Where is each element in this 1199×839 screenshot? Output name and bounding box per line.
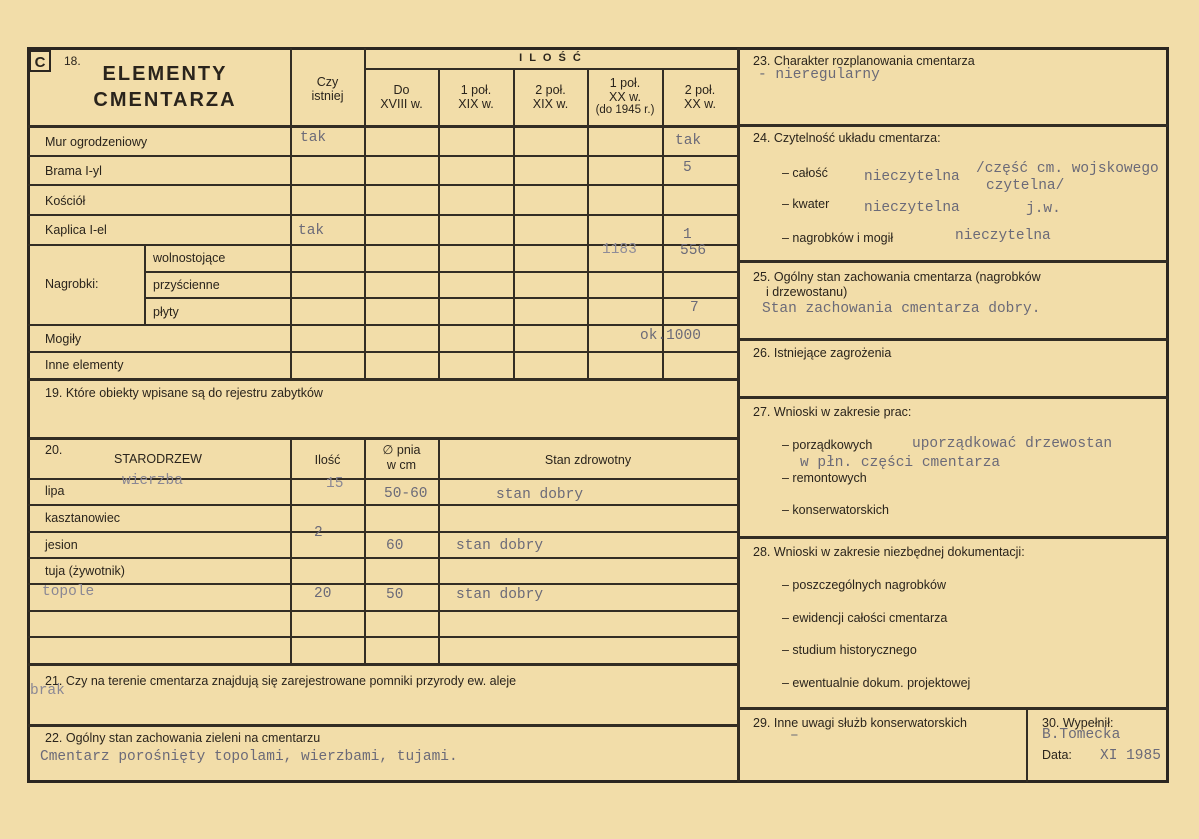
typed-mur-2pol: tak	[675, 133, 702, 149]
s20-col-ilosc: Ilość	[314, 453, 341, 467]
row-mur: Mur ogrodzeniowy	[45, 135, 148, 149]
grid-line	[28, 531, 737, 533]
typed-wolno-1pol: 1183	[602, 242, 637, 258]
form-frame	[27, 47, 1169, 783]
section-20-number: 20.	[45, 443, 63, 457]
typed-s27-2: w płn. części cmentarza	[800, 455, 1001, 471]
grid-line	[28, 724, 737, 727]
typed-s25: Stan zachowania cmentarza dobry.	[762, 301, 1041, 317]
typed-s24-calosc-b: /część cm. wojskowego	[976, 161, 1159, 177]
col-header-2xix-1: 2 poł.	[535, 83, 566, 97]
section-18-number: 18.	[64, 54, 81, 68]
col-header-1xx-3: (do 1945 r.)	[595, 104, 655, 116]
grid-line	[28, 214, 737, 216]
row-kosciol: Kościół	[45, 194, 86, 208]
typed-s27-1: uporządkować drzewostan	[912, 436, 1113, 452]
col-header-2xx-2: XX w.	[684, 97, 716, 111]
grid-line	[738, 260, 1168, 263]
grid-line	[28, 324, 737, 326]
grid-line	[28, 636, 737, 638]
grid-line	[28, 351, 737, 353]
col-header-1xix-1: 1 poł.	[460, 83, 492, 97]
grid-line	[738, 396, 1168, 399]
section-18-title-line1: ELEMENTY	[102, 63, 228, 85]
section-27-label: 27. Wnioski w zakresie prac:	[753, 405, 912, 419]
section-19-label: 19. Które obiekty wpisane są do rejestru zabytków	[45, 386, 323, 400]
s28-ewidencji: – ewidencji całości cmentarza	[782, 611, 948, 625]
row-inne: Inne elementy	[45, 358, 124, 372]
row-brama: Brama I-yl	[45, 164, 102, 178]
col-header-xviii-1: Do	[393, 83, 410, 97]
col-header-1xx-1: 1 poł.	[609, 76, 641, 90]
tree-tuja: tuja (żywotnik)	[45, 564, 125, 578]
grid-line	[738, 124, 1168, 127]
row-mogily: Mogiły	[45, 332, 82, 346]
typed-s24-jw: j.w.	[1026, 201, 1061, 217]
typed-wierzba-stan: stan dobry	[496, 487, 584, 503]
typed-wierzba-qty: 15	[326, 476, 344, 492]
typed-s29: –	[790, 728, 799, 744]
grid-line	[28, 125, 737, 128]
data-label: Data:	[1042, 748, 1072, 762]
section-22-label: 22. Ogólny stan zachowania zieleni na cmentarzu	[45, 731, 321, 745]
section-23-label: 23. Charakter rozplanowania cmentarza	[753, 54, 975, 68]
typed-s30: B.Tomecka	[1042, 727, 1121, 743]
grid-line	[144, 244, 146, 324]
grid-line	[513, 68, 515, 378]
row-nagrobki: Nagrobki:	[45, 277, 99, 291]
s24-calosc: – całość	[782, 166, 828, 180]
grid-line	[738, 707, 1168, 710]
grid-line	[144, 271, 737, 273]
typed-s23: - nieregularny	[758, 67, 880, 83]
typed-jesion-d: 60	[386, 538, 404, 554]
s28-studium: – studium historycznego	[782, 643, 917, 657]
typed-kaplica-exists: tak	[298, 223, 325, 239]
tree-jesion: jesion	[45, 538, 78, 552]
typed-kaplica-2pol: 1	[683, 227, 692, 243]
typed-brama-2pol: 5	[683, 160, 692, 176]
section-24-label: 24. Czytelność układu cmentarza:	[753, 131, 941, 145]
typed-plyty-2pol: 7	[690, 300, 699, 316]
grid-line	[28, 610, 737, 612]
col-header-1xx-2: XX w.	[609, 90, 641, 104]
tree-lipa: lipa	[45, 484, 65, 498]
row-plyty: płyty	[153, 305, 179, 319]
grid-line	[28, 583, 737, 585]
row-wolnostojace: wolnostojące	[153, 251, 226, 265]
typed-wierzba: wierzba	[122, 473, 183, 489]
grid-line	[364, 68, 737, 70]
s20-col-pnia-1: ∅ pnia	[382, 443, 421, 457]
section-letter-box: C	[29, 50, 51, 72]
grid-line	[28, 504, 737, 506]
typed-s21: brak	[30, 683, 65, 699]
col-header-exists-2: istniej	[311, 89, 344, 103]
s28-projektowej: – ewentualnie dokum. projektowej	[782, 676, 971, 690]
grid-line	[28, 663, 737, 666]
row-kaplica: Kaplica I-el	[45, 223, 107, 237]
grid-line	[28, 155, 737, 157]
grid-line	[738, 338, 1168, 341]
row-przyscienne: przyścienne	[153, 278, 220, 292]
section-25-label-2: i drzewostanu)	[766, 285, 848, 299]
section-28-label: 28. Wnioski w zakresie niezbędnej dokumentacji:	[753, 545, 1025, 559]
s27-konserwatorskich: – konserwatorskich	[782, 503, 889, 517]
typed-topole-qty: 20	[314, 586, 332, 602]
grid-line	[438, 68, 440, 378]
s24-kwater: – kwater	[782, 197, 830, 211]
grid-line	[290, 438, 292, 664]
s20-col-stan: Stan zdrowotny	[544, 453, 632, 467]
typed-mogily: ok.1000	[640, 328, 701, 344]
typed-s24-kwater: nieczytelna	[864, 200, 960, 216]
section-25-label-1: 25. Ogólny stan zachowania cmentarza (nagrobków	[753, 270, 1041, 284]
col-header-ilosc: I L O Ś Ć	[519, 52, 583, 64]
typed-mur-exists: tak	[300, 130, 327, 146]
col-header-exists-1: Czy	[316, 75, 339, 89]
s20-col-pnia-2: w cm	[386, 458, 417, 472]
col-header-2xx-1: 2 poł.	[684, 83, 716, 97]
grid-line	[28, 557, 737, 559]
col-header-xviii-2: XVIII w.	[380, 97, 423, 111]
section-18-title-line2: CMENTARZA	[93, 89, 237, 111]
s28-nagrobkow: – poszczególnych nagrobków	[782, 578, 946, 592]
grid-line	[28, 378, 737, 381]
typed-s24-calosc: nieczytelna	[864, 169, 960, 185]
grid-line	[28, 184, 737, 186]
column-divider	[737, 48, 740, 782]
grid-line	[144, 297, 737, 299]
typed-topole-d: 50	[386, 587, 404, 603]
typed-wolno-2pol: 556	[680, 243, 707, 259]
typed-s24-nagrobkow: nieczytelna	[955, 228, 1051, 244]
typed-wierzba-d: 50-60	[384, 486, 428, 502]
typed-jesion-stan: stan dobry	[456, 538, 544, 554]
grid-line	[1026, 708, 1028, 782]
section-21-label: 21. Czy na terenie cmentarza znajdują się zarejestrowane pomniki przyrody ew. aleje	[45, 674, 517, 688]
typed-topole-stan: stan dobry	[456, 587, 544, 603]
typed-jesion-qty: 2	[314, 525, 323, 541]
typed-date: XI 1985	[1100, 748, 1161, 764]
typed-s24-czytelna: czytelna/	[986, 178, 1065, 194]
col-header-1xix-2: XIX w.	[458, 97, 494, 111]
col-header-2xix-2: XIX w.	[532, 97, 569, 111]
section-29-label: 29. Inne uwagi służb konserwatorskich	[753, 716, 968, 730]
section-20-title: STARODRZEW	[114, 452, 202, 466]
s27-porzadkowych: – porządkowych	[782, 438, 873, 452]
typed-topole: topole	[42, 584, 95, 600]
tree-kasztanowiec: kasztanowiec	[45, 511, 121, 525]
typed-s22: Cmentarz porośnięty topolami, wierzbami, tujami.	[40, 749, 458, 765]
section-30-label: 30. Wypełnił:	[1042, 716, 1114, 730]
grid-line	[438, 438, 440, 664]
grid-line	[28, 437, 737, 440]
grid-line	[738, 536, 1168, 539]
s27-remontowych: – remontowych	[782, 471, 867, 485]
s24-nagrobkow: – nagrobków i mogił	[782, 231, 894, 245]
section-26-label: 26. Istniejące zagrożenia	[753, 346, 892, 360]
